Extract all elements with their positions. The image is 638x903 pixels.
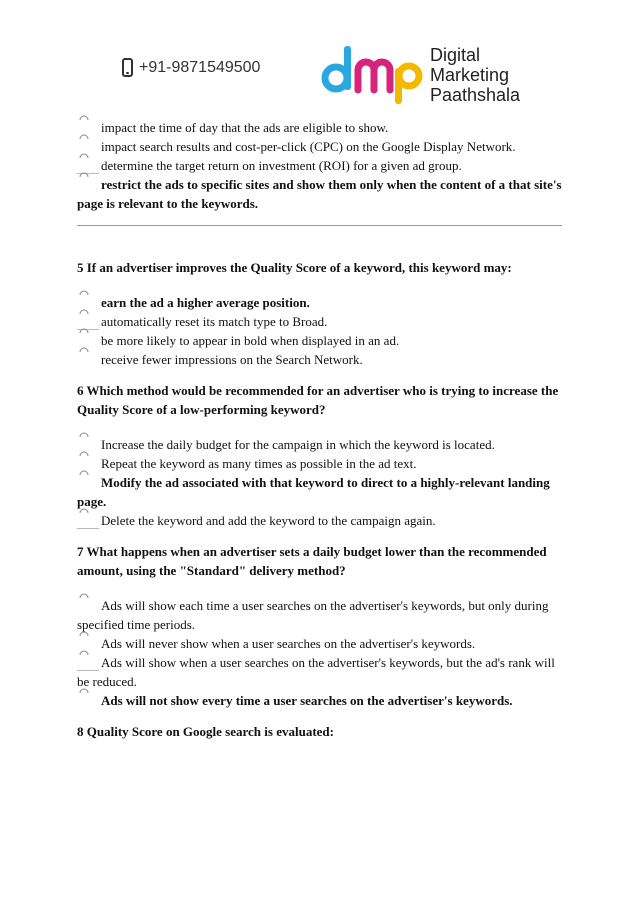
radio-button-icon[interactable]	[79, 592, 89, 602]
answer-option[interactable]: receive fewer impressions on the Search Network.	[77, 350, 562, 369]
radio-button-icon[interactable]	[79, 171, 89, 181]
radio-button-icon[interactable]	[79, 346, 89, 356]
radio-button-icon[interactable]	[79, 687, 89, 697]
answer-option[interactable]: automatically reset its match type to Broad.	[77, 312, 562, 331]
answer-option[interactable]: impact the time of day that the ads are eligible to show.	[77, 118, 562, 137]
phone-number: +91-9871549500	[139, 58, 261, 76]
radio-button-icon[interactable]	[79, 152, 89, 162]
radio-button-icon[interactable]	[79, 630, 89, 640]
page-header	[0, 0, 638, 110]
answer-option[interactable]: Increase the daily budget for the campaign in which the keyword is located.	[77, 435, 562, 454]
dmp-logo	[320, 40, 426, 106]
answer-option[interactable]: determine the target return on investment (ROI) for a given ad group.	[77, 156, 562, 175]
answer-option[interactable]: Repeat the keyword as many times as possible in the ad text.	[77, 454, 562, 473]
section-divider	[77, 225, 562, 226]
radio-button-icon[interactable]	[79, 507, 89, 517]
mobile-phone-icon	[122, 58, 133, 77]
radio-button-icon[interactable]	[79, 289, 89, 299]
answer-option[interactable]: impact search results and cost-per-click (CPC) on the Google Display Network.	[77, 137, 562, 156]
radio-button-icon[interactable]	[79, 431, 89, 441]
radio-button-icon[interactable]	[79, 308, 89, 318]
question-5: 5 If an advertiser improves the Quality Score of a keyword, this keyword may:	[77, 260, 512, 275]
answer-option-correct[interactable]: restrict the ads to specific sites and show them only when the content of a that site's page is relevant to the keywords.	[77, 175, 562, 213]
radio-button-icon[interactable]	[79, 649, 89, 659]
answer-option[interactable]: Ads will never show when a user searches on the advertiser's keywords.	[77, 634, 562, 653]
brand-line-3: Paathshala	[430, 85, 521, 105]
answer-option[interactable]: be more likely to appear in bold when displayed in an ad.	[77, 331, 562, 350]
quiz-content	[77, 118, 562, 751]
answer-option[interactable]: Delete the keyword and add the keyword to the campaign again.	[77, 511, 562, 530]
question-8: 8 Quality Score on Google search is evaluated:	[77, 724, 334, 739]
question-7: 7 What happens when an advertiser sets a daily budget lower than the recommended amount, using the "Standard" delivery method?	[77, 544, 547, 578]
question-6: 6 Which method would be recommended for an advertiser who is trying to increase the Quality Score of a low-performing keyword?	[77, 383, 559, 417]
radio-button-icon[interactable]	[79, 327, 89, 337]
answer-option-correct[interactable]: Ads will not show every time a user searches on the advertiser's keywords.	[77, 691, 562, 710]
radio-button-icon[interactable]	[79, 114, 89, 124]
brand-line-2: Marketing	[430, 65, 510, 85]
answer-option-correct[interactable]: earn the ad a higher average position.	[77, 293, 562, 312]
radio-button-icon[interactable]	[79, 469, 89, 479]
radio-button-icon[interactable]	[79, 133, 89, 143]
answer-option[interactable]: Ads will show each time a user searches on the advertiser's keywords, but only during specified time periods.	[77, 596, 562, 634]
answer-option-correct[interactable]: Modify the ad associated with that keyword to direct to a highly-relevant landing page.	[77, 473, 562, 511]
contact-phone	[122, 58, 260, 77]
brand-line-1: Digital	[430, 45, 481, 65]
answer-option[interactable]: Ads will show when a user searches on the advertiser's keywords, but the ad's rank will be reduced.	[77, 653, 562, 691]
brand-name	[430, 45, 520, 105]
radio-button-icon[interactable]	[79, 450, 89, 460]
